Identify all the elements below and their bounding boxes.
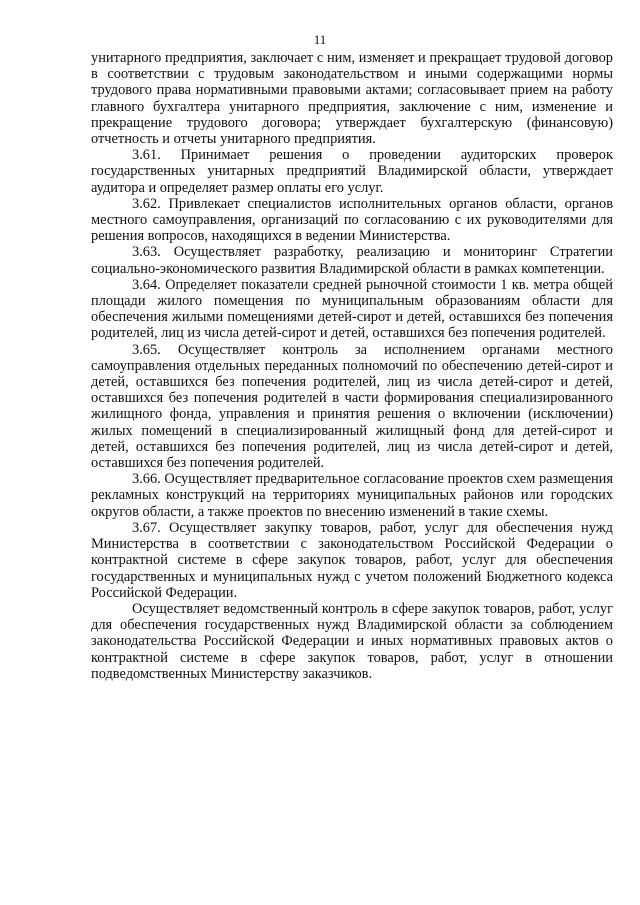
paragraph-3-64: 3.64. Определяет показатели средней рыночной стоимости 1 кв. метра общей площади жилого помещения по муниципальным образованиям области для обеспечения жилыми помещениями детей-сирот и детей, оставшихся без попечения родителей, лиц из числа детей-сирот и детей, оставшихся без попечения родителей. [91,276,613,342]
paragraph-3-66: 3.66. Осуществляет предварительное согласование проектов схем размещения рекламных конструкций на территориях муниципальных районов или городских округов области, а также проектов по внесению изменений в такие схемы. [91,471,613,520]
paragraph-3-67: 3.67. Осуществляет закупку товаров, работ, услуг для обеспечения нужд Министерства в соответствии с законодательством Российской Федерации о контрактной системе в сфере закупок товаров, работ, услуг для обеспечения государственных и муниципальных нужд с учетом положений Бюджетного кодекса Российской Федерации. [91,519,613,601]
paragraph-3-62: 3.62. Привлекает специалистов исполнительных органов области, органов местного самоуправления, организаций по согласованию с их руководителями для решения вопросов, находящихся в ведении Министерства. [91,195,613,245]
page-number: 11 [313,32,327,47]
paragraph-3-61: 3.61. Принимает решения о проведении аудиторских проверок государственных унитарных предприятий Владимирской области, утверждает аудитора и определяет размер оплаты его услуг. [91,147,613,196]
paragraph-3-65: 3.65. Осуществляет контроль за исполнением органами местного самоуправления отдельных переданных полномочий по обеспечению детей-сирот и детей, оставшихся без попечения родителей, лиц из числа детей-сирот и детей, оставшихся без попечения родителей в части формирования специализированного жилищного фонда, управления и принятия решения о включении (исключении) жилых помещений в специализированный жилищный фонд для детей-сирот и детей, оставшихся без попечения родителей, лиц из числа детей-сирот и детей, оставшихся без попечения родителей. [91,341,613,472]
paragraph-continuation: унитарного предприятия, заключает с ним, изменяет и прекращает трудовой договор в соответствии с трудовым законодательством и иными содержащими нормы трудового права нормативными правовыми актами; согласовывает прием на работу главного бухгалтера унитарного предприятия, заключение с ним, изменение и прекращение трудового договора; утверждает бухгалтерскую (финансовую) отчетность и отчеты унитарного предприятия. [91,50,613,148]
document-body [91,50,613,682]
paragraph-departmental-control: Осуществляет ведомственный контроль в сфере закупок товаров, работ, услуг для обеспечения государственных нужд Владимирской области за соблюдением законодательства Российской Федерации и иных нормативных правовых актов о контрактной системе в сфере закупок товаров, работ, услуг в отношении подведомственных Министерству заказчиков. [91,600,613,682]
paragraph-3-63: 3.63. Осуществляет разработку, реализацию и мониторинг Стратегии социально-экономического развития Владимирской области в рамках компетенции. [91,244,613,277]
